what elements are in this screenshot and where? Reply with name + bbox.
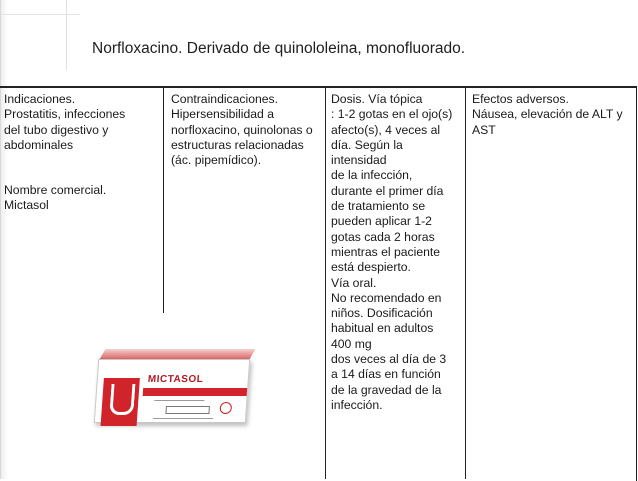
box-fine-print bbox=[154, 400, 204, 401]
cell-line: gotas cada 2 horas bbox=[331, 229, 435, 244]
cell-line: Contraindicaciones. bbox=[171, 92, 279, 106]
cell-line: Dosis. Vía tópica bbox=[331, 92, 423, 106]
cell-line: niños. Dosificación bbox=[331, 306, 433, 321]
cell-line: 400 mg bbox=[331, 336, 372, 351]
cell-line: No recomendado en bbox=[331, 290, 442, 305]
cell-line: estructuras relacionadas bbox=[171, 137, 304, 152]
cell-line: durante el primer día bbox=[331, 183, 444, 198]
box-brand-name: MICTASOL bbox=[147, 374, 204, 385]
logo-u-shape bbox=[109, 384, 135, 415]
column-divider-1 bbox=[163, 86, 164, 313]
cell-line: abdominales bbox=[4, 137, 74, 152]
cell-line: de la infección, bbox=[331, 168, 413, 183]
box-dose-panel bbox=[165, 406, 210, 414]
cell-line: norfloxacino, quinolonas o bbox=[171, 122, 313, 137]
box-logo-icon bbox=[101, 378, 140, 426]
cell-line: Nombre comercial. bbox=[4, 183, 107, 198]
cell-line: Náusea, elevación de ALT y bbox=[472, 107, 623, 122]
cell-line: Indicaciones. bbox=[4, 92, 76, 106]
cell-indicaciones bbox=[4, 92, 160, 214]
slide-title: Norfloxacino. Derivado de quinololeina, monofluorado. bbox=[92, 40, 466, 57]
cell-line: (ác. pipemídico). bbox=[171, 153, 262, 168]
cell-dosis bbox=[331, 92, 463, 413]
box-prescription-icon bbox=[219, 402, 232, 414]
cell-line: AST bbox=[472, 122, 496, 137]
cell-line: de la gravedad de la bbox=[331, 382, 442, 397]
box-front-face bbox=[94, 359, 250, 423]
cell-line: Efectos adversos. bbox=[472, 92, 569, 106]
cell-line: Vía oral. bbox=[331, 275, 377, 290]
cell-line: afecto(s), 4 veces al bbox=[331, 122, 441, 137]
cell-contraindicaciones bbox=[171, 92, 323, 168]
cell-line: Mictasol bbox=[4, 198, 49, 213]
cell-line: Prostatitis, infecciones bbox=[4, 107, 126, 122]
column-divider-2 bbox=[325, 86, 326, 479]
cell-line: dos veces al día de 3 bbox=[331, 352, 447, 367]
cell-line: : 1-2 gotas en el ojo(s) bbox=[331, 107, 453, 122]
column-divider-3 bbox=[465, 86, 466, 479]
box-red-stripe bbox=[143, 388, 248, 396]
cell-line: del tubo digestivo y bbox=[4, 122, 109, 137]
cell-efectos-adversos bbox=[472, 92, 634, 138]
cell-line: Hipersensibilidad a bbox=[171, 107, 274, 122]
cell-line: habitual en adultos bbox=[331, 321, 434, 336]
cell-line: mientras el paciente bbox=[331, 244, 441, 259]
cell-line: pueden aplicar 1-2 bbox=[331, 214, 432, 229]
cell-line: intensidad bbox=[331, 153, 387, 168]
slide-decor-line bbox=[66, 0, 67, 70]
cell-line: día. Según la bbox=[331, 137, 403, 152]
cell-line: de tratamiento se bbox=[331, 199, 426, 214]
cell-line: a 14 días en función bbox=[331, 367, 441, 382]
cell-line: está despierto. bbox=[331, 260, 411, 275]
mictasol-box-image bbox=[96, 347, 256, 423]
cell-spacer bbox=[4, 153, 160, 183]
cell-line: infección. bbox=[331, 397, 383, 412]
box-fine-print bbox=[153, 418, 213, 419]
slide-top-decoration bbox=[0, 0, 80, 15]
